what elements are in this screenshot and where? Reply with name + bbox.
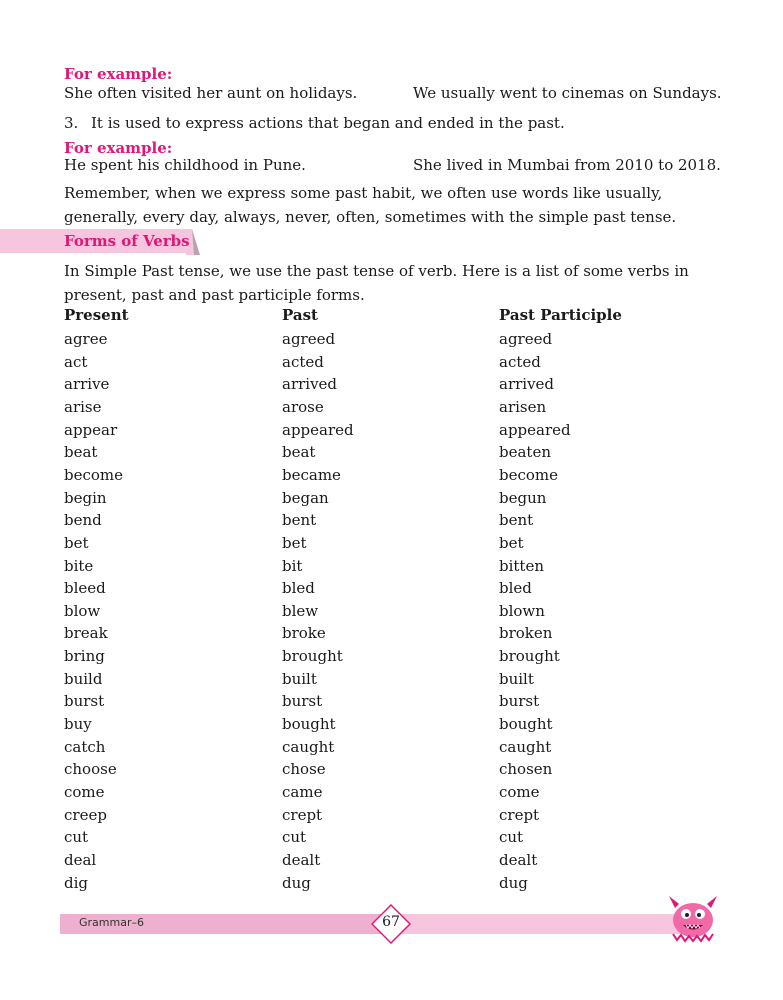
verb-present: become	[64, 465, 124, 484]
verb-past: came	[282, 783, 323, 801]
verb-past: appeared	[282, 420, 354, 439]
verb-past-participle: become	[499, 465, 559, 484]
verb-past: cut	[282, 828, 307, 847]
verb-past: arose	[282, 397, 324, 416]
point-text: It is used to express actions that began and ended in the past.	[91, 114, 565, 132]
verb-present: cut	[64, 828, 89, 847]
monster-mascot-icon	[663, 892, 723, 944]
verb-past-participle: begun	[499, 488, 547, 507]
verb-present: deal	[64, 850, 97, 869]
example-label-1: For example:	[64, 65, 173, 83]
header-past: Past	[282, 306, 318, 324]
verb-present: act	[64, 352, 88, 371]
verb-past: dealt	[282, 850, 321, 869]
verb-past-participle: appeared	[499, 420, 571, 439]
header-present: Present	[64, 306, 129, 324]
verb-present: bet	[64, 533, 89, 552]
verb-past: arrived	[282, 375, 338, 394]
example-sentence-2b: She lived in Mumbai from 2010 to 2018.	[413, 156, 721, 174]
verb-present: catch	[64, 737, 106, 756]
verb-past: dug	[282, 873, 311, 892]
verb-present: come	[64, 783, 105, 801]
verb-past: became	[282, 465, 341, 484]
example-sentence-1b: We usually went to cinemas on Sundays.	[413, 84, 722, 102]
verb-past-participle: chosen	[499, 760, 553, 779]
verb-present: build	[64, 669, 103, 688]
verb-past: acted	[282, 352, 324, 371]
verb-past: chose	[282, 760, 326, 779]
verb-past: burst	[282, 692, 323, 711]
verb-present: buy	[64, 715, 92, 734]
example-sentence-2a: He spent his childhood in Pune.	[64, 156, 306, 174]
verb-present: arise	[64, 397, 102, 416]
verb-past: bought	[282, 715, 336, 734]
verb-past: beat	[282, 443, 316, 462]
verb-present: creep	[64, 805, 107, 824]
verb-present: bleed	[64, 579, 106, 598]
verb-past-participle: crept	[499, 805, 540, 824]
verb-past: brought	[282, 647, 343, 666]
verb-present: choose	[64, 760, 117, 779]
verb-present: bend	[64, 511, 102, 530]
verb-past: bet	[282, 533, 307, 552]
verb-past-participle: caught	[499, 737, 552, 756]
section-title: Forms of Verbs	[64, 232, 190, 250]
verb-past-participle: burst	[499, 692, 540, 711]
footer-book-title: Grammar–6	[79, 916, 144, 929]
remember-paragraph: Remember, when we express some past habit, we often use words like usually, generally, every day, always, never, often, sometimes with the simple past tense.	[64, 184, 677, 226]
verb-present: arrive	[64, 375, 110, 394]
verb-past-participle: arrived	[499, 375, 555, 394]
verb-past-participle: dug	[499, 873, 528, 892]
verb-present: burst	[64, 692, 105, 711]
verb-past: bit	[282, 556, 303, 575]
verb-past: caught	[282, 737, 335, 756]
verb-past-participle: bent	[499, 511, 534, 530]
example-label-2: For example:	[64, 139, 173, 157]
verb-present: begin	[64, 488, 107, 507]
section-intro: In Simple Past tense, we use the past tense of verb. Here is a list of some verbs in present, past and past participle forms.	[64, 262, 689, 304]
verb-present: beat	[64, 443, 98, 462]
verb-past-participle: come	[499, 783, 540, 801]
verb-past: built	[282, 669, 317, 688]
verb-present: agree	[64, 330, 108, 348]
verb-past-participle: arisen	[499, 397, 547, 416]
verb-past-participle: bet	[499, 533, 524, 552]
verb-past: bled	[282, 579, 315, 598]
verb-past-participle: built	[499, 669, 534, 688]
verb-present: appear	[64, 420, 118, 439]
verb-present: dig	[64, 873, 89, 892]
verb-past-participle: bought	[499, 715, 553, 734]
page-number: 67	[382, 914, 400, 930]
verb-past: crept	[282, 805, 323, 824]
verb-past-participle: bled	[499, 579, 532, 598]
verb-past-participle: dealt	[499, 850, 538, 869]
header-past-participle: Past Participle	[499, 306, 622, 324]
verb-past: blew	[282, 601, 319, 620]
verb-past: began	[282, 488, 329, 507]
verb-past-participle: acted	[499, 352, 541, 371]
verb-present: break	[64, 624, 108, 643]
verb-past-participle: cut	[499, 828, 524, 847]
verb-past: broke	[282, 624, 326, 643]
verb-past-participle: blown	[499, 601, 545, 620]
verb-present: bring	[64, 647, 105, 666]
verb-past: bent	[282, 511, 317, 530]
verb-past: agreed	[282, 330, 336, 348]
point-number: 3.	[64, 114, 79, 132]
verb-present: blow	[64, 601, 101, 620]
example-sentence-1a: She often visited her aunt on holidays.	[64, 84, 358, 102]
verb-past-participle: bitten	[499, 556, 544, 575]
verb-past-participle: broken	[499, 624, 553, 643]
verb-past-participle: agreed	[499, 330, 553, 348]
verb-past-participle: brought	[499, 647, 560, 666]
verb-past-participle: beaten	[499, 443, 551, 462]
verb-present: bite	[64, 556, 94, 575]
